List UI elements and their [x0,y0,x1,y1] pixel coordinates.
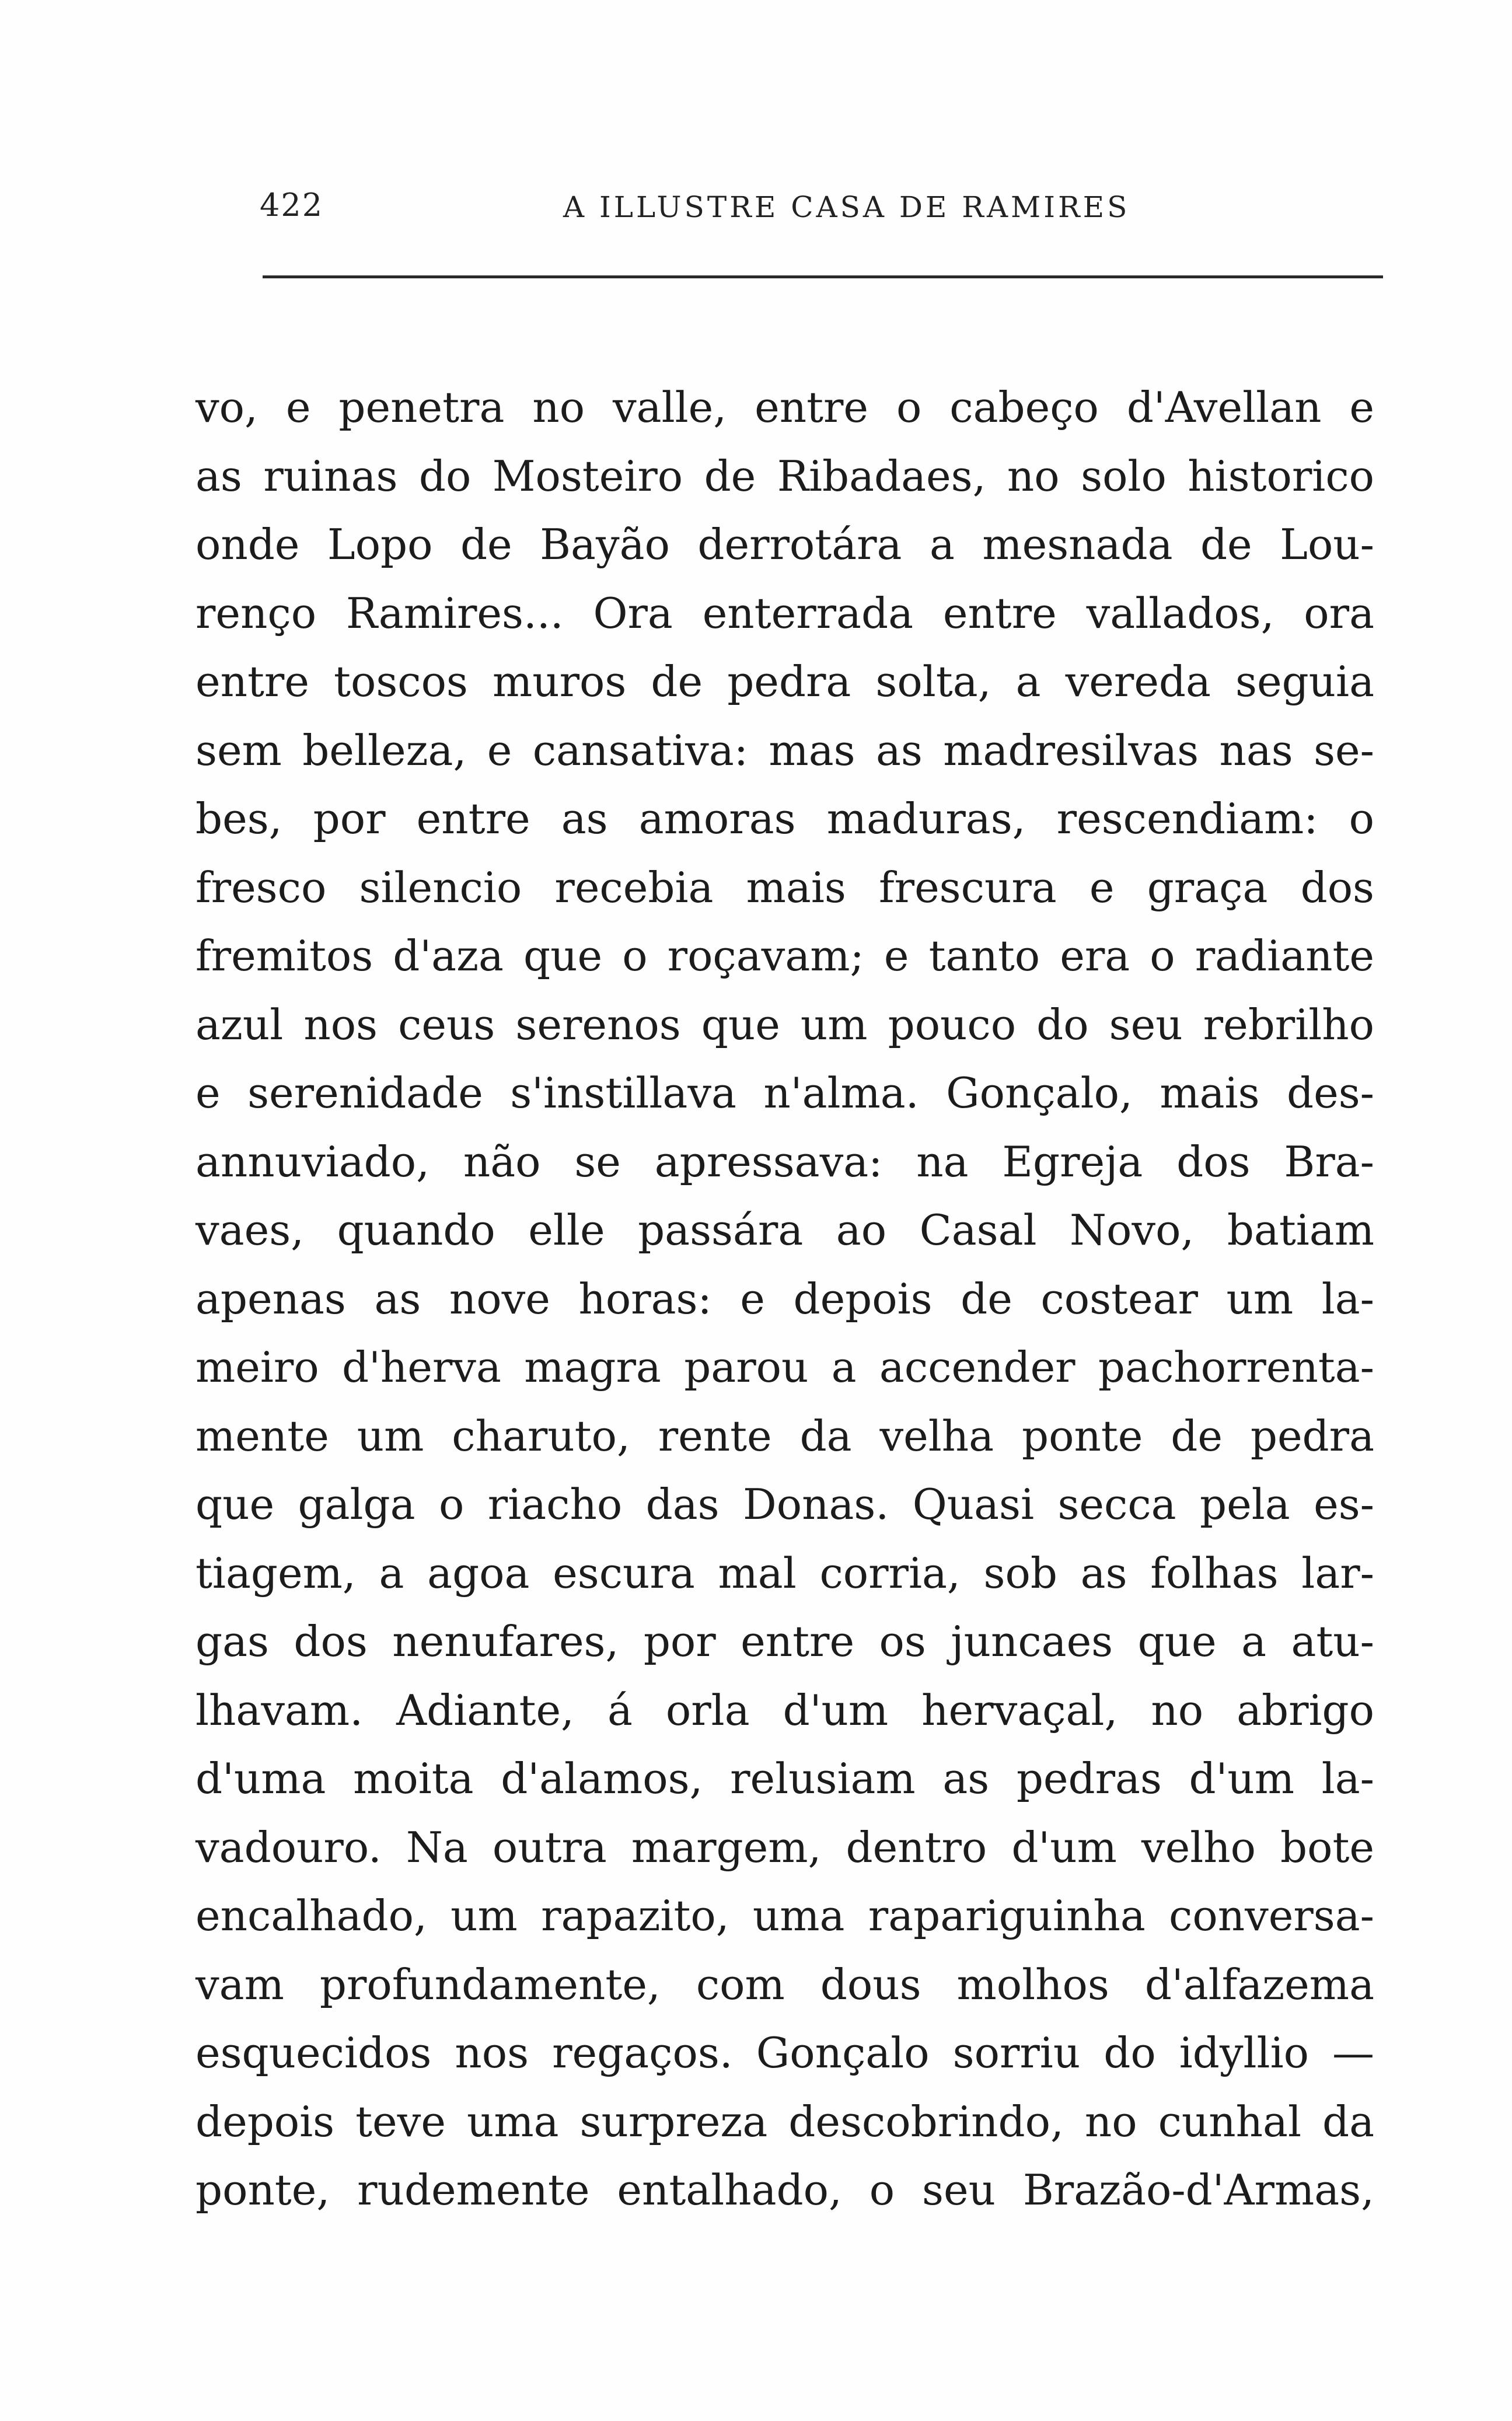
text-line: vaes, quando elle passára ao Casal Novo, batiam [195,1206,1374,1255]
text-line: fresco silencio recebia mais frescura e graça dos [195,862,1374,912]
running-head [260,187,1383,239]
text-line: ponte, rudemente entalhado, o seu Brazão-d'Armas, [195,2165,1374,2214]
text-line: tiagem, a agoa escura mal corria, sob as folhas lar- [195,1548,1374,1598]
text-line: renço Ramires... Ora enterrada entre vallados, ora [195,588,1374,638]
text-line: azul nos ceus serenos que um pouco do seu rebrilho [195,1000,1374,1049]
text-line: onde Lopo de Bayão derrotára a mesnada de Lou- [195,520,1374,569]
text-line: apenas as nove horas: e depois de costear um la- [195,1274,1374,1323]
header-rule [263,275,1383,278]
text-line: esquecidos nos regaços. Gonçalo sorriu do idyllio — [195,2028,1374,2077]
text-line: vo, e penetra no valle, entre o cabeço d'Avellan e [195,383,1374,432]
text-line: sem belleza, e cansativa: mas as madresilvas nas se- [195,725,1374,775]
text-line: annuviado, não se apressava: na Egreja dos Bra- [195,1137,1374,1186]
text-line: encalhado, um rapazito, uma rapariguinha conversa- [195,1891,1374,1940]
text-line: vam profundamente, com dous molhos d'alfazema [195,1959,1374,2009]
body-text [195,373,1374,2225]
text-line: mente um charuto, rente da velha ponte de pedra [195,1411,1374,1461]
text-line: as ruinas do Mosteiro de Ribadaes, no solo historico [195,451,1374,501]
text-line: gas dos nenufares, por entre os juncaes que a atu- [195,1617,1374,1666]
text-line: meiro d'herva magra parou a accender pachorrenta- [195,1343,1374,1392]
text-line: e serenidade s'instillava n'alma. Gonçalo, mais des- [195,1068,1374,1117]
text-line: que galga o riacho das Donas. Quasi secca pela es- [195,1480,1374,1529]
text-line: depois teve uma surpreza descobrindo, no cunhal da [195,2097,1374,2146]
text-line: bes, por entre as amoras maduras, rescendiam: o [195,794,1374,843]
text-line: vadouro. Na outra margem, dentro d'um velho bote [195,1822,1374,1872]
text-line: d'uma moita d'alamos, relusiam as pedras d'um la- [195,1754,1374,1803]
page-number: 422 [260,187,324,223]
running-title: A ILLUSTRE CASA DE RAMIRES [563,190,1130,224]
text-line: fremitos d'aza que o roçavam; e tanto era o radiante [195,931,1374,980]
text-line: lhavam. Adiante, á orla d'um hervaçal, no abrigo [195,1685,1374,1735]
text-line: entre toscos muros de pedra solta, a vereda seguia [195,657,1374,706]
